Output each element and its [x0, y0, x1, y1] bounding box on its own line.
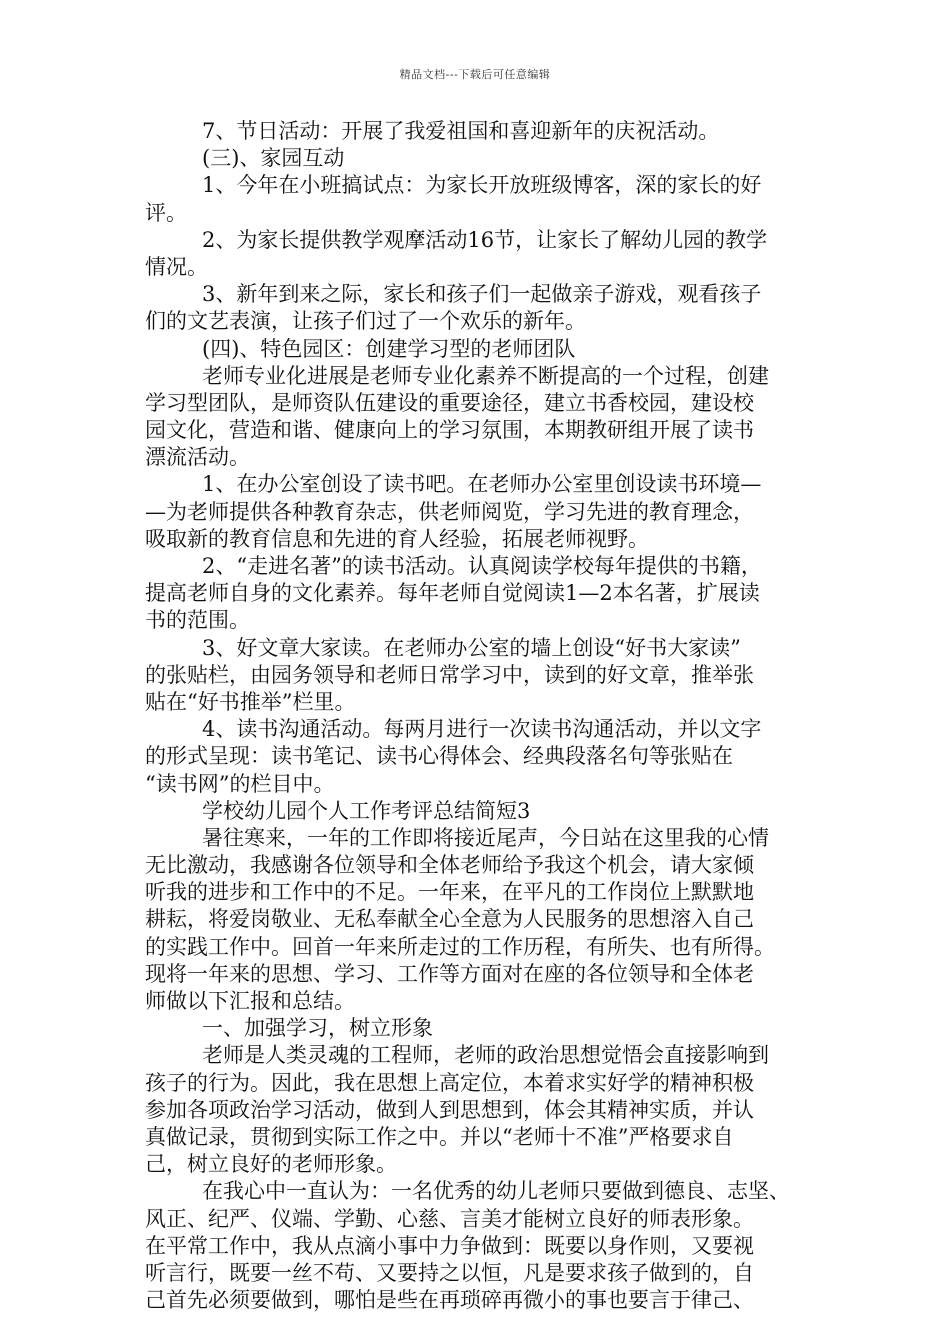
text-line: 在平常工作中，我从点滴小事中力争做到：既要以身作则，又要视 — [145, 1233, 754, 1258]
text-line: 参加各项政治学习活动，做到人到思想到，体会其精神实质，并认 — [145, 1097, 754, 1122]
text-line: 学习型团队，是师资队伍建设的重要途径，建立书香校园，建设校 — [145, 390, 754, 415]
text-line: (三)、家园互动 — [202, 146, 345, 171]
text-line: 无比激动，我感谢各位领导和全体老师给予我这个机会，请大家倾 — [145, 853, 754, 878]
text-line: —为老师提供各种教育杂志，供老师阅览，学习先进的教育理念， — [145, 499, 754, 524]
text-line: 暑往寒来，一年的工作即将接近尾声，今日站在这里我的心情 — [202, 825, 769, 850]
text-line: 孩子的行为。因此，我在思想上高定位，本着求实好学的精神积极 — [145, 1070, 754, 1095]
text-line: 的实践工作中。回首一年来所走过的工作历程，有所失、也有所得。 — [145, 934, 775, 959]
text-line: 在我心中一直认为：一名优秀的幼儿老师只要做到德良、志坚、 — [202, 1179, 790, 1204]
text-line: 耕耘，将爱岗敬业、无私奉献全心全意为人民服务的思想溶入自己 — [145, 907, 754, 932]
text-line: 3、好文章大家读。在老师办公室的墙上创设“好书大家读” — [202, 635, 741, 660]
text-line: 己首先必须要做到，哪怕是些在再琐碎再微小的事也要言于律己、 — [145, 1288, 754, 1313]
text-line: 漂流活动。 — [145, 445, 250, 470]
text-line: 师做以下汇报和总结。 — [145, 989, 355, 1013]
text-line: 7、节日活动：开展了我爱祖国和喜迎新年的庆祝活动。 — [202, 119, 720, 143]
text-line: “读书网”的栏目中。 — [145, 771, 335, 796]
text-line: 学校幼儿园个人工作考评总结简短3 — [202, 798, 531, 823]
text-line: 们的文艺表演，让孩子们过了一个欢乐的新年。 — [145, 309, 586, 334]
text-line: 书的范围。 — [145, 608, 250, 633]
page-header: 精品文档---下载后可任意编辑 — [399, 68, 551, 81]
text-line: 贴在“好书推举”栏里。 — [145, 689, 356, 714]
text-line: 的张贴栏，由园务领导和老师日常学习中，读到的好文章，推举张 — [145, 662, 754, 687]
text-line: 吸取新的教育信息和先进的育人经验，拓展老师视野。 — [145, 526, 649, 551]
document-body — [145, 118, 825, 1314]
text-line: 一、加强学习，树立形象 — [202, 1016, 433, 1041]
text-line: 现将一年来的思想、学习、工作等方面对在座的各位领导和全体老 — [145, 961, 754, 986]
text-line: 园文化，营造和谐、健康向上的学习氛围，本期教研组开展了读书 — [145, 418, 754, 443]
text-line: 听我的进步和工作中的不足。一年来，在平凡的工作岗位上默默地 — [145, 880, 754, 905]
text-line: 真做记录，贯彻到实际工作之中。并以“老师十不准”严格要求自 — [145, 1124, 734, 1149]
text-line: 听言行，既要一丝不苟、又要持之以恒，凡是要求孩子做到的，自 — [145, 1260, 754, 1285]
text-line: 4、读书沟通活动。每两月进行一次读书沟通活动，并以文字 — [202, 717, 762, 742]
text-line: 1、今年在小班搞试点：为家长开放班级博客，深的家长的好 — [202, 173, 762, 198]
text-line: 1、在办公室创设了读书吧。在老师办公室里创设读书环境— — [202, 472, 762, 497]
text-line: 提高老师自身的文化素养。每年老师自觉阅读1—2本名著，扩展读 — [145, 581, 760, 606]
text-line: (四)、特色园区：创建学习型的老师团队 — [202, 336, 576, 361]
text-line: 2、“走进名著”的读书活动。认真阅读学校每年提供的书籍， — [202, 554, 762, 578]
text-line: 老师专业化进展是老师专业化素养不断提高的一个过程，创建 — [202, 363, 769, 388]
text-line: 评。 — [145, 200, 187, 225]
text-line: 2、为家长提供教学观摩活动16节，让家长了解幼儿园的教学 — [202, 227, 768, 252]
text-line: 己，树立良好的老师形象。 — [145, 1152, 397, 1177]
text-line: 3、新年到来之际，家长和孩子们一起做亲子游戏，观看孩子 — [202, 282, 762, 307]
text-line: 情况。 — [145, 254, 208, 279]
text-line: 风正、纪严、仪端、学勤、心慈、言美才能树立良好的师表形象。 — [145, 1206, 754, 1231]
text-line: 老师是人类灵魂的工程师，老师的政治思想觉悟会直接影响到 — [202, 1043, 769, 1068]
text-line: 的形式呈现：读书笔记、读书心得体会、经典段落名句等张贴在 — [145, 744, 733, 769]
